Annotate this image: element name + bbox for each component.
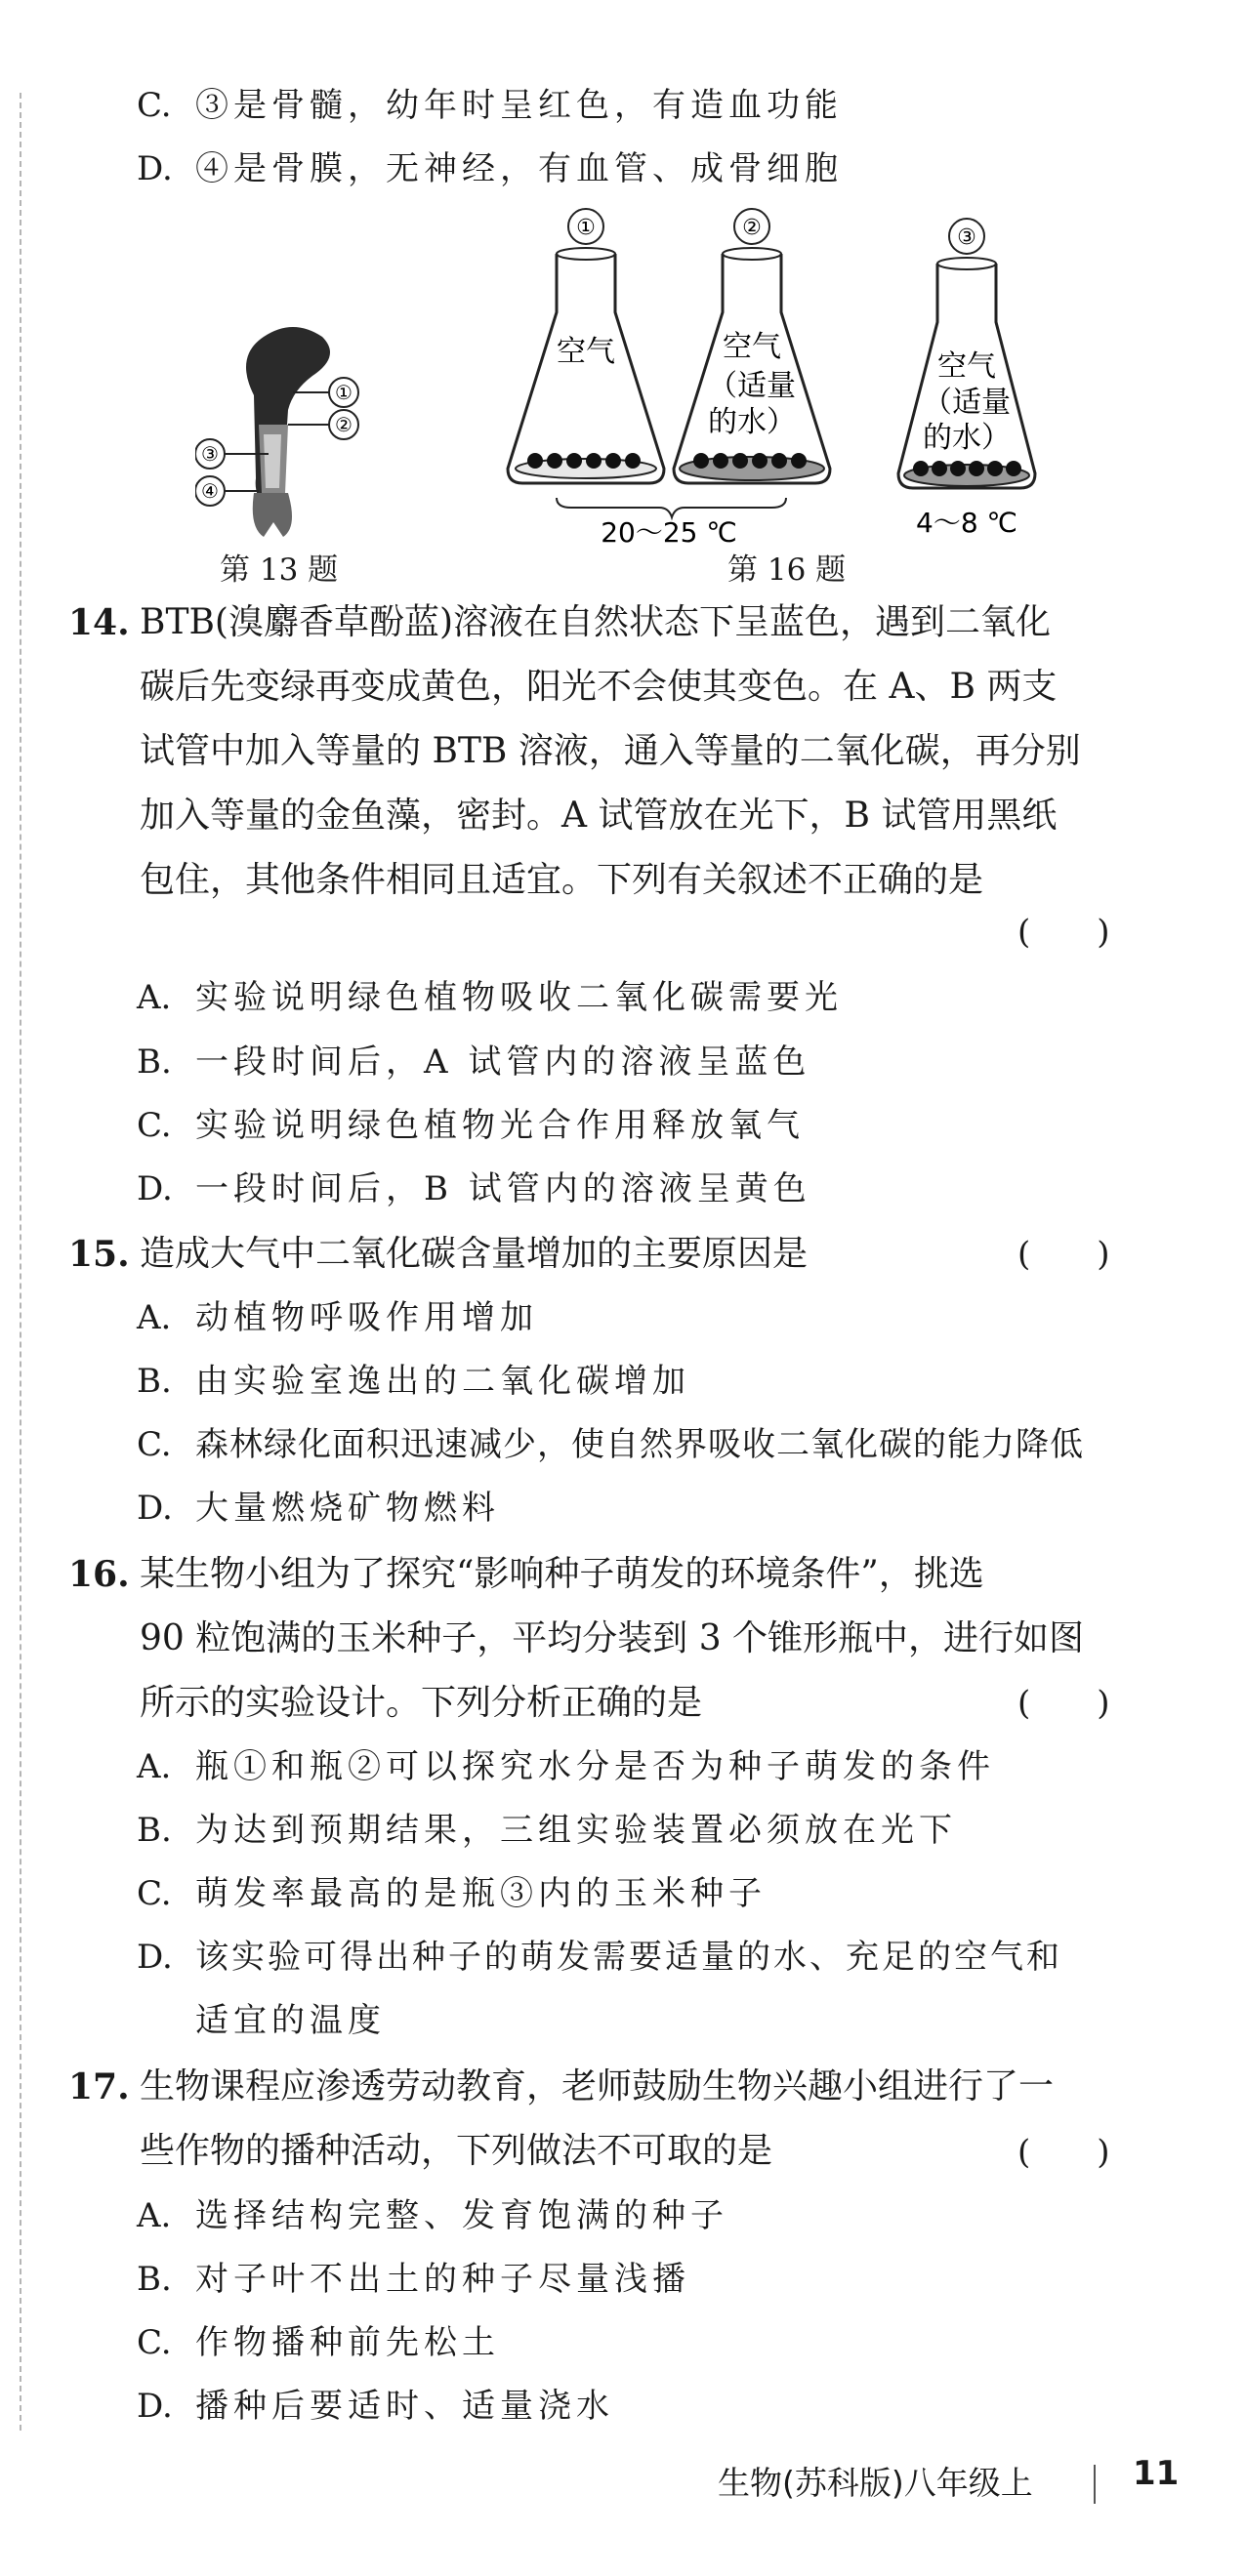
q14-option-c — [137, 1106, 805, 1145]
q17-number: 17. — [68, 2066, 130, 2107]
figure13-label-2: ② — [335, 413, 353, 436]
q13-option-c — [137, 86, 843, 125]
option-letter: D. — [137, 2387, 173, 2426]
q16-line-1: 某生物小组为了探究“影响种子萌发的环境条件”，挑选 — [140, 1554, 984, 1594]
q15-option-b — [137, 1362, 690, 1401]
figure13-bone-illustration — [195, 317, 371, 552]
option-letter: C. — [137, 1106, 172, 1145]
bone-head — [246, 327, 330, 508]
temperature-4-8: 4～8 ℃ — [916, 507, 1017, 539]
option-letter: D. — [137, 1938, 173, 1977]
q14-option-d — [137, 1169, 811, 1208]
option-letter: D. — [137, 1169, 173, 1208]
q15-number: 15. — [68, 1234, 130, 1275]
bone-end — [253, 493, 292, 537]
option-text: 选择结构完整、发育饱满的种子 — [195, 2196, 728, 2235]
flask-3 — [898, 219, 1035, 488]
footer-subject: 生物(苏科版)八年级上 — [718, 2464, 1033, 2502]
q14-line-4: 加入等量的金鱼藻，密封。A 试管放在光下，B 试管用黑纸 — [140, 796, 1058, 836]
q17-answer-bracket: ( ) — [1017, 2133, 1110, 2172]
page-number: 11 — [1133, 2454, 1180, 2493]
q16-line-3: 所示的实验设计。下列分析正确的是 — [140, 1683, 703, 1723]
option-text: 为达到预期结果，三组实验装置必须放在光下 — [195, 1811, 957, 1850]
q14-line-5: 包住，其他条件相同且适宜。下列有关叙述不正确的是 — [140, 860, 984, 900]
flask-2-label-air: 空气 — [723, 330, 781, 364]
option-letter: C. — [137, 2323, 172, 2362]
option-letter: D. — [137, 1489, 173, 1528]
q14-number: 14. — [68, 602, 130, 643]
option-letter: A. — [137, 1747, 172, 1786]
flask-3-label-line3: 的水） — [923, 421, 1011, 455]
option-text: 萌发率最高的是瓶③内的玉米种子 — [195, 1874, 767, 1913]
option-letter: A. — [137, 1298, 172, 1337]
flask-1-label-air: 空气 — [557, 335, 615, 369]
option-text: 实验说明绿色植物吸收二氧化碳需要光 — [195, 978, 843, 1017]
q17-option-c — [137, 2323, 500, 2362]
flask-2-number: ② — [742, 216, 762, 240]
q15-answer-bracket: ( ) — [1017, 1235, 1110, 1274]
q15-line-1: 造成大气中二氧化碳含量增加的主要原因是 — [140, 1234, 809, 1274]
option-text: 该实验可得出种子的萌发需要适量的水、充足的空气和 — [195, 1938, 1062, 1977]
q16-line-2: 90 粒饱满的玉米种子，平均分装到 3 个锥形瓶中，进行如图 — [140, 1618, 1085, 1658]
option-text: 瓶①和瓶②可以探究水分是否为种子萌发的条件 — [195, 1747, 995, 1786]
option-text: 作物播种前先松土 — [195, 2323, 500, 2362]
option-letter: C. — [137, 1874, 172, 1913]
option-text: 大量燃烧矿物燃料 — [195, 1489, 500, 1528]
option-text: 森林绿化面积迅速减少，使自然界吸收二氧化碳的能力降低 — [195, 1425, 1084, 1464]
option-text: ③是骨髓，幼年时呈红色，有造血功能 — [195, 86, 843, 125]
q16-option-c — [137, 1874, 767, 1913]
q15-option-d — [137, 1489, 500, 1528]
figure13-label-1: ① — [335, 381, 353, 404]
q16-option-d-continued — [195, 2001, 386, 2040]
q14-line-2: 碳后先变绿再变成黄色，阳光不会使其变色。在 A、B 两支 — [140, 667, 1058, 707]
figure13-label-3: ③ — [201, 442, 219, 466]
q17-line-1: 生物课程应渗透劳动教育，老师鼓励生物兴趣小组进行了一 — [140, 2066, 1055, 2106]
flask-3-number: ③ — [957, 225, 976, 250]
option-text: 播种后要适时、适量浇水 — [195, 2387, 614, 2426]
option-text: 一段时间后，B 试管内的溶液呈黄色 — [195, 1169, 811, 1208]
option-letter: B. — [137, 2260, 172, 2299]
q16-option-a — [137, 1747, 995, 1786]
q14-option-b — [137, 1043, 810, 1082]
q17-option-a — [137, 2196, 728, 2235]
figure13-caption: 第 13 题 — [220, 552, 339, 588]
option-text: 动植物呼吸作用增加 — [195, 1298, 538, 1337]
flask-3-label-air: 空气 — [937, 349, 996, 384]
flask-1-number: ① — [576, 216, 596, 240]
option-letter: A. — [137, 2196, 172, 2235]
temperature-20-25: 20～25 ℃ — [601, 516, 737, 547]
flask-2 — [674, 209, 830, 483]
option-text: 由实验室逸出的二氧化碳增加 — [195, 1362, 690, 1401]
q14-line-3: 试管中加入等量的 BTB 溶液，通入等量的二氧化碳，再分别 — [140, 731, 1081, 771]
q14-option-a — [137, 978, 843, 1017]
option-letter: C. — [137, 1425, 172, 1464]
footer-divider — [1094, 2465, 1096, 2504]
option-letter: A. — [137, 978, 172, 1017]
binding-margin-line — [20, 93, 21, 2431]
bracket-flasks-1-2 — [557, 498, 786, 517]
q14-answer-bracket: ( ) — [1017, 913, 1110, 952]
q16-option-d — [137, 1938, 1062, 1977]
q16-option-b — [137, 1811, 957, 1850]
option-letter: C. — [137, 86, 172, 125]
flask-2-label-line2: （适量 — [708, 369, 796, 403]
q17-line-2: 些作物的播种活动，下列做法不可取的是 — [140, 2131, 773, 2171]
flask-1 — [508, 209, 664, 483]
figure13-label-4: ④ — [201, 479, 219, 503]
q17-option-b — [137, 2260, 690, 2299]
q15-option-c — [137, 1425, 1084, 1464]
option-letter: B. — [137, 1811, 172, 1850]
option-letter: D. — [137, 149, 173, 188]
flask-3-label-line2: （适量 — [923, 386, 1011, 420]
q17-option-d — [137, 2387, 614, 2426]
option-text: 一段时间后，A 试管内的溶液呈蓝色 — [195, 1043, 811, 1082]
option-text: ④是骨膜，无神经，有血管、成骨细胞 — [195, 149, 843, 188]
figure16-flask-setup — [498, 205, 1084, 547]
option-text: 对子叶不出土的种子尽量浅播 — [195, 2260, 690, 2299]
q16-number: 16. — [68, 1554, 130, 1595]
q13-option-d — [137, 149, 843, 188]
q15-option-a — [137, 1298, 538, 1337]
q16-answer-bracket: ( ) — [1017, 1684, 1110, 1723]
q17-stem — [140, 2055, 1054, 2184]
option-letter: B. — [137, 1362, 172, 1401]
q14-line-1: BTB(溴麝香草酚蓝)溶液在自然状态下呈蓝色，遇到二氧化 — [140, 602, 1052, 642]
q16-stem — [140, 1542, 1084, 1736]
flask-2-label-line3: 的水） — [708, 405, 796, 439]
figure16-caption: 第 16 题 — [727, 552, 847, 588]
option-text: 适宜的温度 — [195, 2001, 386, 2040]
marrow-cavity — [264, 434, 281, 488]
q15-stem — [140, 1222, 808, 1287]
q14-stem — [140, 591, 1081, 913]
option-letter: B. — [137, 1043, 172, 1082]
option-text: 实验说明绿色植物光合作用释放氧气 — [195, 1106, 805, 1145]
